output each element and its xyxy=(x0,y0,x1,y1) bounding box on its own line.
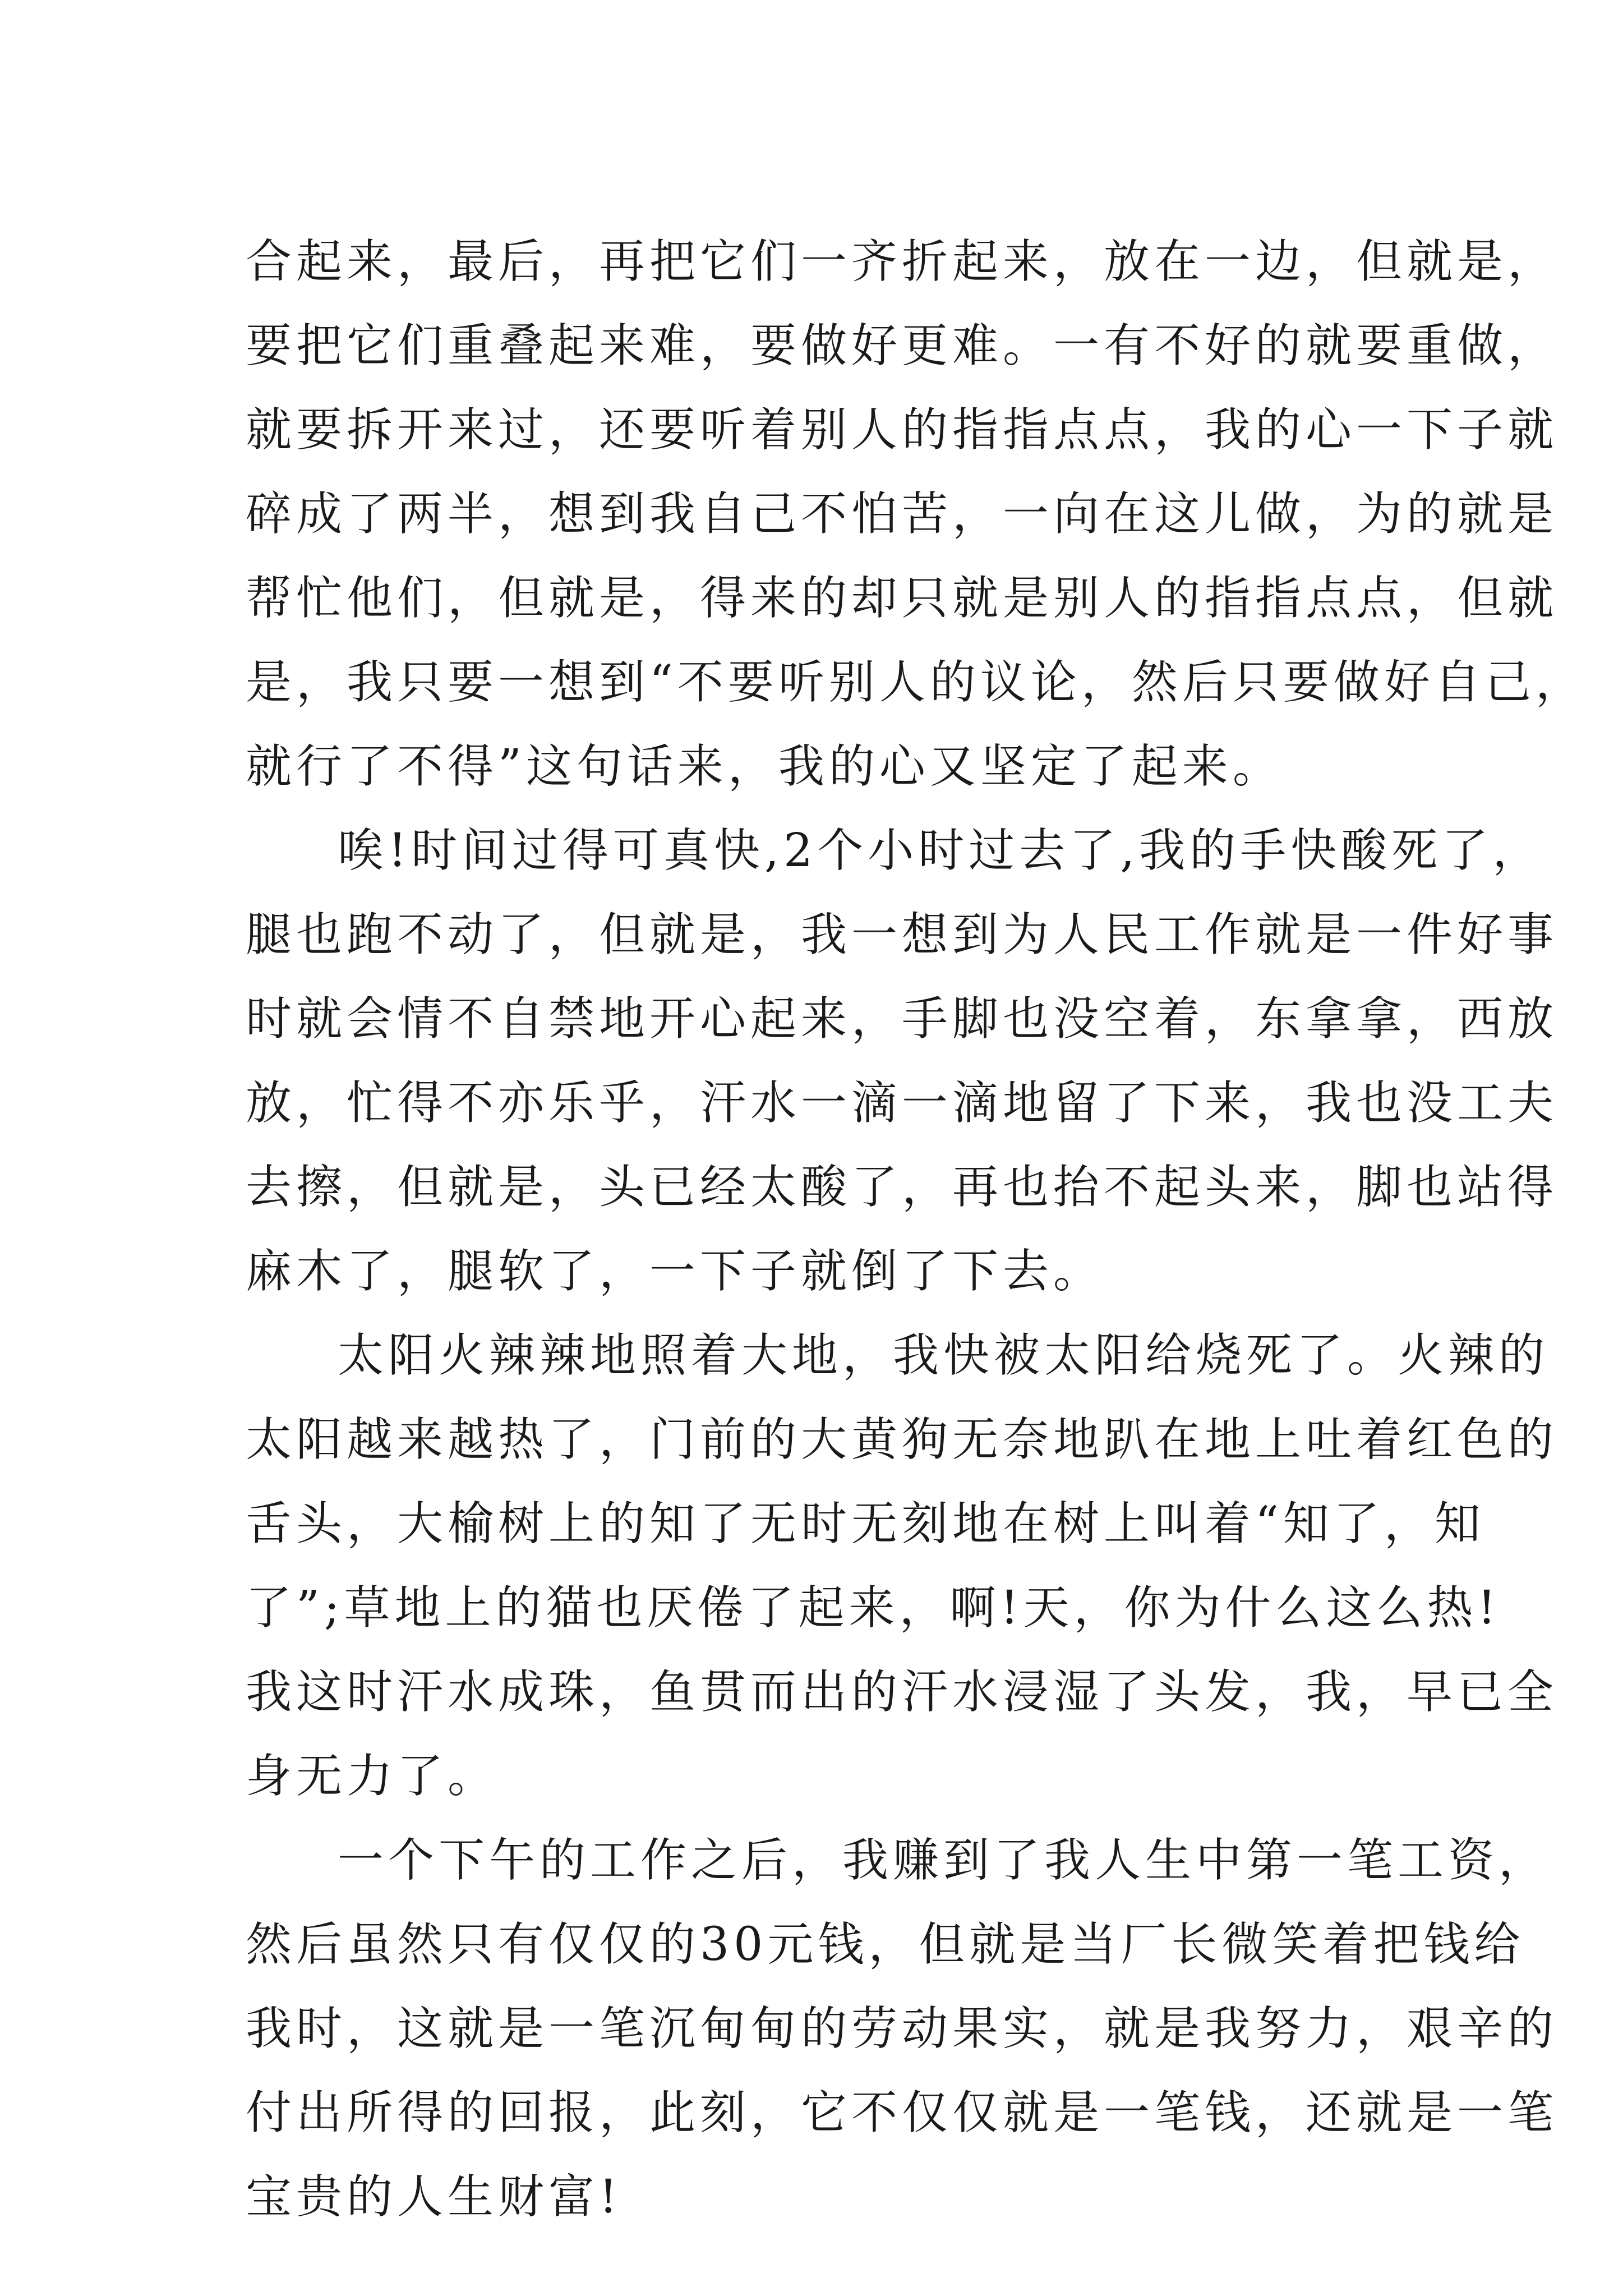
text-line: 然后虽然只有仅仅的30元钱，但就是当厂长微笑着把钱给 xyxy=(246,1918,1525,1971)
text-line: 就要拆开来过，还要听着别人的指指点点，我的心一下子就 xyxy=(246,403,1559,457)
text-line: 要把它们重叠起来难，要做好更难。一有不好的就要重做， xyxy=(246,319,1559,372)
text-line: 舌头，大榆树上的知了无时无刻地在树上叫着“知了，知 xyxy=(246,1497,1485,1550)
text-line: 唉!时间过得可真快,2个小时过去了,我的手快酸死了， xyxy=(338,824,1543,877)
text-line: 身无力了。 xyxy=(246,1750,499,1803)
text-line: 就行了不得”这句话来，我的心又坚定了起来。 xyxy=(246,740,1283,793)
text-line: 碎成了两半，想到我自己不怕苦，一向在这儿做，为的就是 xyxy=(246,487,1559,541)
text-line: 宝贵的人生财富! xyxy=(246,2170,622,2224)
text-line: 去擦，但就是，头已经太酸了，再也抬不起头来，脚也站得 xyxy=(246,1161,1559,1214)
paragraph-4 xyxy=(246,1819,1559,2239)
text-line: 了”;草地上的猫也厌倦了起来，啊!天，你为什么这么热! xyxy=(246,1581,1501,1635)
document-body xyxy=(246,220,1586,2239)
text-line: 时就会情不自禁地开心起来，手脚也没空着，东拿拿，西放 xyxy=(246,992,1559,1046)
text-line: 太阳越来越热了，门前的大黄狗无奈地趴在地上吐着红色的 xyxy=(246,1413,1559,1466)
text-line: 我时，这就是一笔沉甸甸的劳动果实，就是我努力，艰辛的 xyxy=(246,2002,1559,2055)
text-line: 帮忙他们，但就是，得来的却只就是别人的指指点点，但就 xyxy=(246,572,1559,625)
paragraph-3 xyxy=(246,1314,1559,1819)
text-line: 太阳火辣辣地照着大地，我快被太阳给烧死了。火辣的 xyxy=(338,1329,1550,1382)
text-line: 是，我只要一想到“不要听别人的议论，然后只要做好自己， xyxy=(246,656,1586,709)
text-line: 付出所得的回报，此刻，它不仅仅就是一笔钱，还就是一笔 xyxy=(246,2086,1559,2139)
paragraph-1 xyxy=(246,220,1586,809)
text-line: 麻木了，腿软了，一下子就倒了下去。 xyxy=(246,1245,1104,1298)
text-line: 一个下午的工作之后，我赚到了我人生中第一笔工资， xyxy=(338,1834,1550,1887)
text-line: 合起来，最后，再把它们一齐折起来，放在一边，但就是， xyxy=(246,235,1559,288)
text-line: 腿也跑不动了，但就是，我一想到为人民工作就是一件好事 xyxy=(246,908,1559,961)
text-line: 放，忙得不亦乐乎，汗水一滴一滴地留了下来，我也没工夫 xyxy=(246,1076,1559,1130)
paragraph-2 xyxy=(246,809,1559,1314)
text-line: 我这时汗水成珠，鱼贯而出的汗水浸湿了头发，我，早已全 xyxy=(246,1665,1559,1719)
